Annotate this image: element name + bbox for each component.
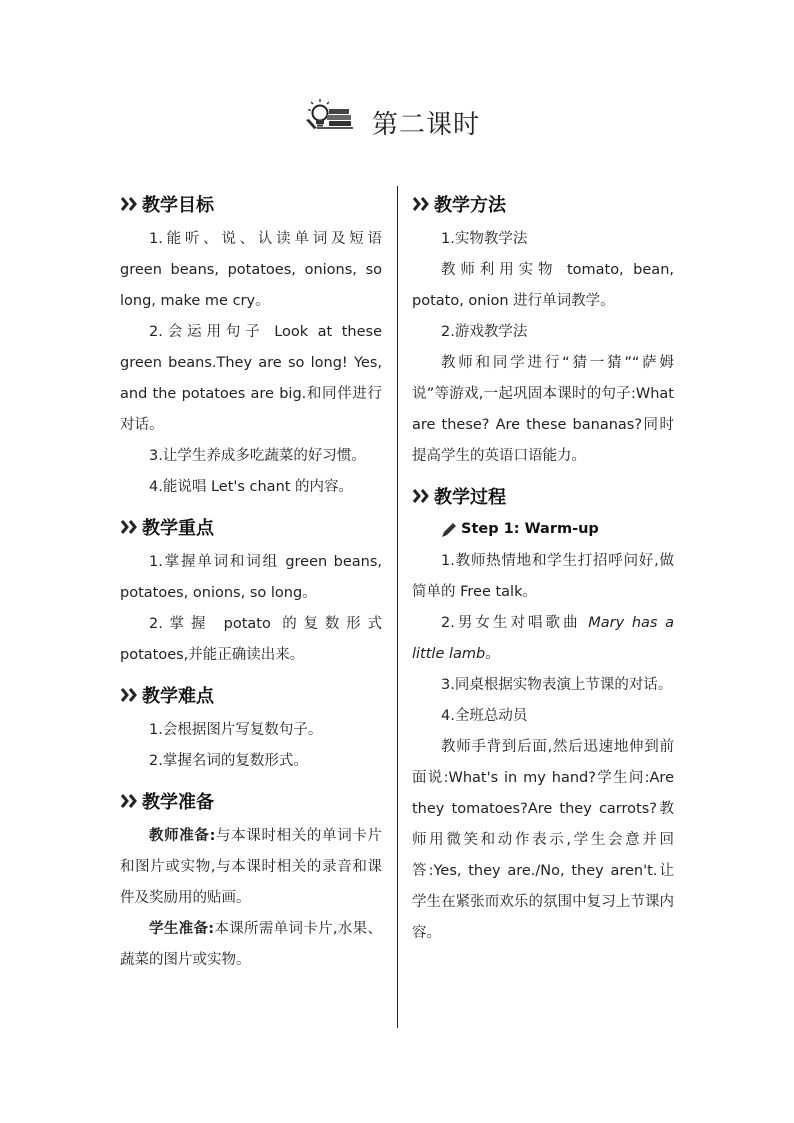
section-process-header: [412, 480, 674, 512]
key-point-item: 1.掌握单词和词组 green beans, potatoes, onions, so long。: [120, 554, 382, 601]
method-title: 2.游戏教学法: [441, 324, 528, 340]
method-text: 教师利用实物 tomato, bean, potato, onion 进行单词教学。: [412, 262, 674, 309]
title-row: [0, 98, 794, 142]
double-chevron-icon: [120, 194, 142, 214]
student-prep: [120, 914, 382, 976]
left-column: [120, 188, 382, 976]
process-item: 4.全班总动员: [441, 708, 528, 724]
section-difficulties-title: 教学难点: [142, 686, 214, 707]
right-column: [412, 188, 674, 949]
step-title: Step 1: Warm-up: [461, 521, 599, 537]
step-heading: [412, 516, 674, 546]
goal-item: 4.能说唱 Let's chant 的内容。: [149, 479, 354, 495]
goal-item: 1.能听、说、认读单词及短语 green beans, potatoes, onions, so long, make me cry。: [120, 231, 382, 309]
section-goals-title: 教学目标: [142, 195, 214, 216]
process-item-song: [412, 608, 674, 670]
pen-icon: [441, 522, 457, 538]
section-difficulties-header: [120, 679, 382, 711]
section-methods-header: [412, 188, 674, 220]
key-point-item: 2.掌握 potato 的复数形式 potatoes,并能正确读出来。: [120, 616, 382, 663]
student-prep-text: 本课所需单词卡片,水果、蔬菜的图片或实物。: [120, 921, 382, 968]
section-prep-header: [120, 785, 382, 817]
goal-item: 3.让学生养成多吃蔬菜的好习惯。: [149, 448, 366, 464]
method-title: 1.实物教学法: [441, 231, 528, 247]
song-intro: 2.男女生对唱歌曲: [441, 615, 589, 631]
student-prep-label: 学生准备:: [149, 921, 215, 937]
process-item: 3.同桌根据实物表演上节课的对话。: [441, 677, 673, 693]
difficulty-item: 2.掌握名词的复数形式。: [149, 753, 308, 769]
section-methods-title: 教学方法: [434, 195, 506, 216]
process-item: 教师手背到后面,然后迅速地伸到前面说:What's in my hand?学生问:Are they tomatoes?Are they carrots?教师用微笑和动作表示,学生会意并回答:Yes, they are./No, they aren't.让学生在紧张而欢乐的氛围中复习上节课内容。: [412, 739, 674, 941]
page-title: 第二课时: [372, 110, 481, 140]
method-text: 教师和同学进行“猜一猜”“萨姆说”等游戏,一起巩固本课时的句子:What are these? Are these bananas?同时提高学生的英语口语能力。: [412, 355, 674, 464]
teacher-prep: [120, 821, 382, 914]
double-chevron-icon: [412, 194, 434, 214]
song-end: 。: [485, 646, 500, 662]
teacher-prep-label: 教师准备:: [149, 828, 216, 844]
song-title: Mary has a little lamb: [412, 615, 674, 662]
goal-item: 2.会运用句子 Look at these green beans.They are so long! Yes, and the potatoes are big.和同伴进行对话。: [120, 324, 382, 433]
difficulty-item: 1.会根据图片写复数句子。: [149, 722, 323, 738]
section-goals-header: [120, 188, 382, 220]
double-chevron-icon: [120, 685, 142, 705]
column-divider: [397, 186, 398, 1028]
section-key-points-title: 教学重点: [142, 518, 214, 539]
section-prep-title: 教学准备: [142, 792, 214, 813]
teacher-prep-text: 与本课时相关的单词卡片和图片或实物,与本课时相关的录音和课件及奖励用的贴画。: [120, 828, 382, 906]
double-chevron-icon: [120, 517, 142, 537]
double-chevron-icon: [120, 791, 142, 811]
section-key-points-header: [120, 511, 382, 543]
section-process-title: 教学过程: [434, 487, 506, 508]
process-item: 1.教师热情地和学生打招呼问好,做简单的 Free talk。: [412, 553, 674, 600]
lightbulb-books-icon: [303, 98, 359, 132]
double-chevron-icon: [412, 486, 434, 506]
